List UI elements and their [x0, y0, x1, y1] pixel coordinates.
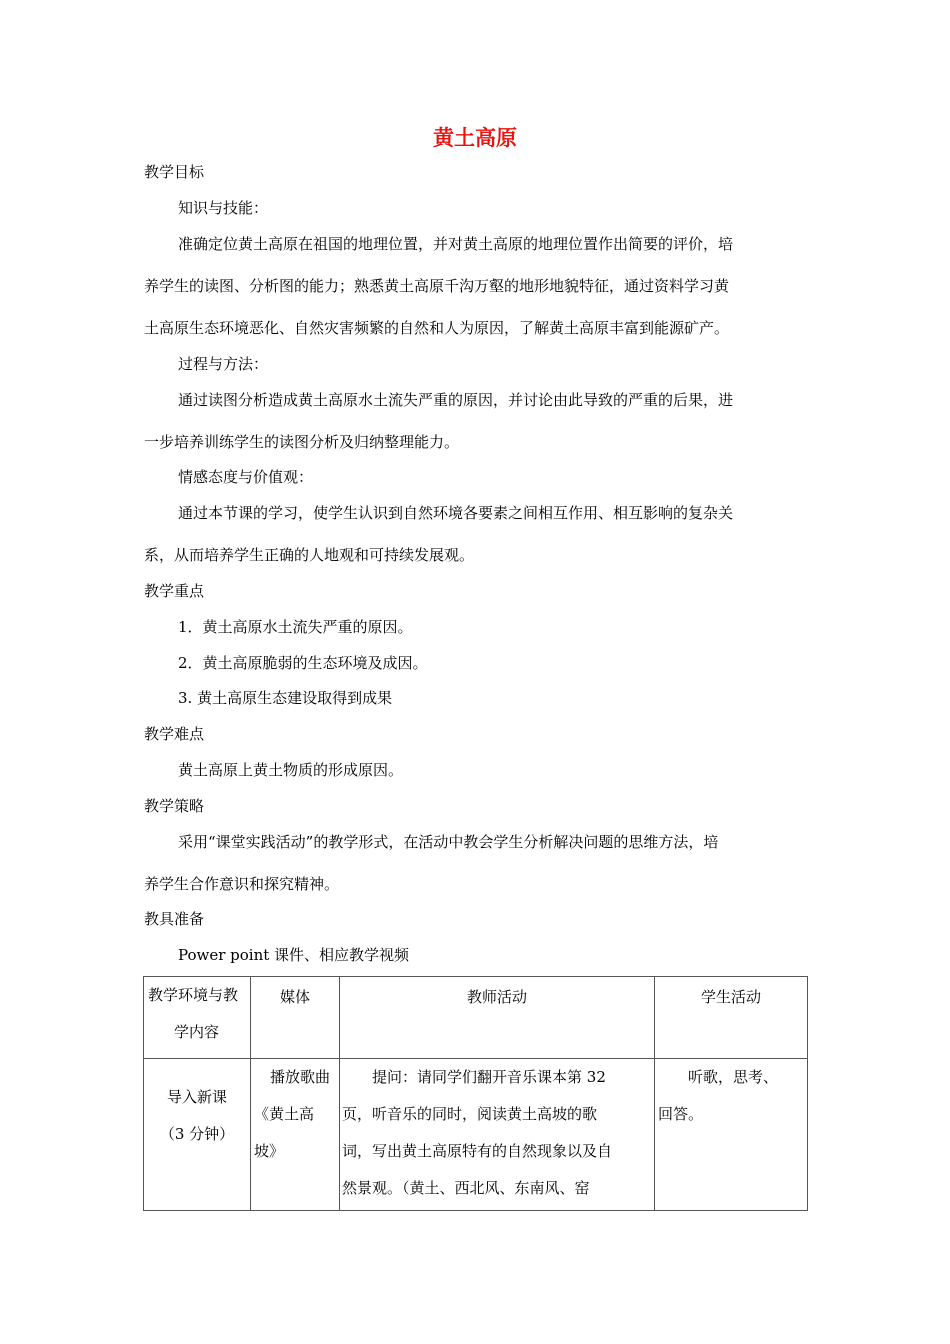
row-env-line-2: （3 分钟） [159, 1125, 235, 1143]
emotion-line-1: 通过本节课的学习，使学生认识到自然环境各要素之间相互作用、相互影响的复杂关 [178, 504, 734, 522]
header-teacher-cell [340, 977, 655, 1059]
header-env-line-1: 教学环境与教 [148, 986, 239, 1004]
row-media-cell [251, 1059, 340, 1211]
emotion-line-2: 系，从而培养学生正确的人地观和可持续发展观。 [144, 546, 475, 564]
row-teacher-line-4: 然景观。（黄土、西北风、东南风、窑 [342, 1179, 590, 1197]
header-env-cell [144, 977, 251, 1059]
section-heading-tools: 教具准备 [144, 910, 205, 928]
row-media-line-3: 坡》 [254, 1142, 285, 1160]
process-label: 过程与方法： [178, 355, 269, 373]
header-env-line-2: 学内容 [174, 1023, 220, 1041]
table-header-row [144, 977, 808, 1059]
lesson-plan-table [143, 976, 808, 1211]
row-teacher-cell [340, 1059, 655, 1211]
header-student: 学生活动 [700, 988, 761, 1006]
row-teacher-line-2: 页，听音乐的同时，阅读黄土高坡的歌 [342, 1105, 598, 1123]
table-row [144, 1059, 808, 1211]
row-env-line-1: 导入新课 [166, 1088, 227, 1106]
section-heading-difficulty: 教学难点 [144, 725, 205, 743]
tools-text: Power point 课件、相应教学视频 [178, 946, 410, 964]
row-student-cell [655, 1059, 808, 1211]
row-teacher-line-3: 词，写出黄土高原特有的自然现象以及自 [342, 1142, 613, 1160]
process-line-1: 通过读图分析造成黄土高原水土流失严重的原因，并讨论由此导致的严重的后果，进 [178, 391, 734, 409]
process-line-2: 一步培养训练学生的读图分析及归纳整理能力。 [144, 433, 460, 451]
page-title: 黄土高原 [433, 126, 517, 150]
knowledge-label: 知识与技能： [178, 199, 269, 217]
section-heading-objectives: 教学目标 [144, 163, 205, 181]
strategy-line-1: 采用“课堂实践活动”的教学形式，在活动中教会学生分析解决问题的思维方法，培 [178, 833, 719, 851]
section-heading-key-points: 教学重点 [144, 582, 205, 600]
key-point-item: 3. 黄土高原生态建设取得到成果 [178, 689, 393, 707]
strategy-line-2: 养学生合作意识和探究精神。 [144, 875, 340, 893]
difficulty-text: 黄土高原上黄土物质的形成原因。 [178, 761, 404, 779]
row-media-line-1: 播放歌曲 [270, 1068, 331, 1086]
header-media: 媒体 [279, 988, 310, 1006]
emotion-label: 情感态度与价值观： [178, 468, 314, 486]
row-student-line-1: 听歌，思考、 [688, 1068, 779, 1086]
header-student-cell [655, 977, 808, 1059]
key-point-item: 1．黄土高原水土流失严重的原因。 [178, 618, 413, 636]
row-env-cell [144, 1059, 251, 1211]
section-heading-strategy: 教学策略 [144, 797, 205, 815]
row-student-line-2: 回答。 [658, 1105, 704, 1123]
header-media-cell [251, 977, 340, 1059]
knowledge-line-2: 养学生的读图、分析图的能力；熟悉黄土高原千沟万壑的地形地貌特征，通过资料学习黄 [144, 277, 730, 295]
header-teacher: 教师活动 [466, 988, 527, 1006]
key-point-item: 2．黄土高原脆弱的生态环境及成因。 [178, 654, 428, 672]
row-teacher-line-1: 提问：请同学们翻开音乐课本第 32 [372, 1068, 606, 1086]
knowledge-line-1: 准确定位黄土高原在祖国的地理位置，并对黄土高原的地理位置作出简要的评价，培 [178, 235, 734, 253]
knowledge-line-3: 土高原生态环境恶化、自然灾害频繁的自然和人为原因，了解黄土高原丰富到能源矿产。 [144, 319, 730, 337]
row-media-line-2: 《黄土高 [254, 1105, 315, 1123]
